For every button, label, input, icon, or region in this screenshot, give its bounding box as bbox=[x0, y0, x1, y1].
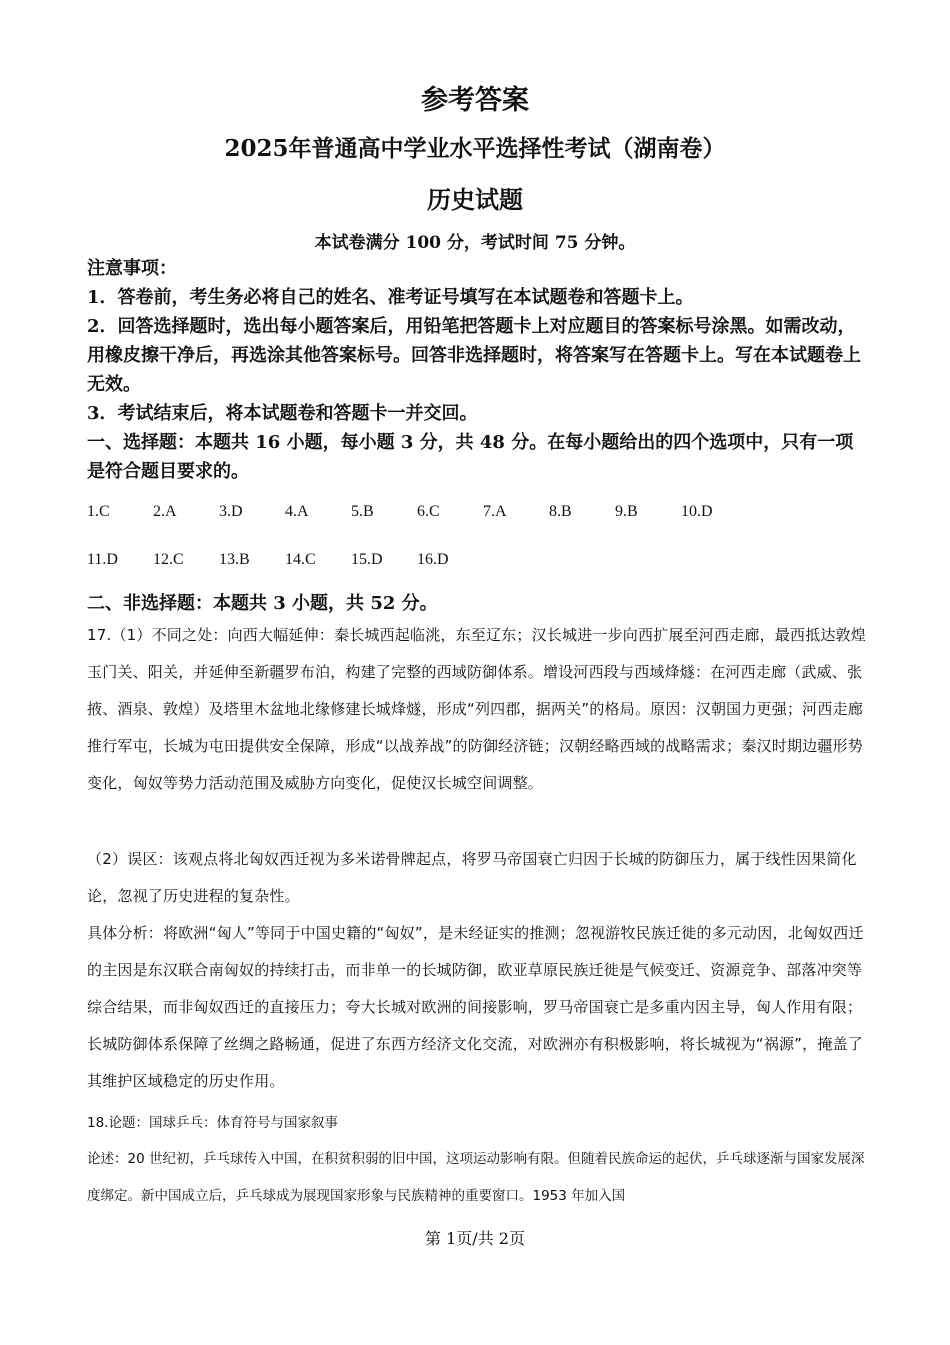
answer-item: 3.D bbox=[219, 503, 243, 520]
answer-item: 8.B bbox=[549, 503, 572, 520]
answer-item: 9.B bbox=[615, 503, 638, 520]
answer-item: 16.D bbox=[417, 551, 449, 568]
notice-item-2: 2．回答选择题时，选出每小题答案后，用铅笔把答题卡上对应题目的答案标号涂黑。如需改动，用橡皮擦干净后，再选涂其他答案标号。回答非选择题时，将答案写在答题卡上。写在本试题卷上无效。 bbox=[87, 316, 861, 395]
notice-item-1: 1．答卷前，考生务必将自己的姓名、准考证号填写在本试题卷和答题卡上。 bbox=[87, 287, 694, 308]
answer-item: 5.B bbox=[351, 503, 374, 520]
section2-heading: 二、非选择题：本题共 3 小题，共 52 分。 bbox=[87, 593, 438, 614]
answer-item: 11.D bbox=[87, 551, 118, 568]
answers-row-1 bbox=[87, 503, 747, 521]
answer-item: 1.C bbox=[87, 503, 110, 520]
q17-part2: （2）误区：该观点将北匈奴西迁视为多米诺骨牌起点，将罗马帝国衰亡归因于长城的防御压力，属于线性因果简化论，忽视了历史进程的复杂性。 bbox=[87, 850, 857, 905]
answer-item: 15.D bbox=[351, 551, 383, 568]
answer-item: 6.C bbox=[417, 503, 440, 520]
exam-name: 2025年普通高中学业水平选择性考试（湖南卷） bbox=[224, 135, 726, 162]
answer-item: 12.C bbox=[153, 551, 184, 568]
q18-title: 18.论题：国球乒乓：体育符号与国家叙事 bbox=[87, 1115, 338, 1131]
answer-item: 7.A bbox=[483, 503, 507, 520]
subject-title: 历史试题 bbox=[427, 185, 523, 214]
answers-row-2 bbox=[87, 551, 483, 569]
notice-heading: 注意事项： bbox=[87, 258, 177, 279]
q18-discussion: 论述：20 世纪初，乒乓球传入中国，在积贫积弱的旧中国，这项运动影响有限。但随着民族命运的起伏，乒乓球逐渐与国家发展深度绑定。新中国成立后，乒乓球成为展现国家形象与民族精神的重要窗口。1953 年加入国 bbox=[87, 1151, 865, 1204]
answer-item: 10.D bbox=[681, 503, 713, 520]
notice-item-3: 3．考试结束后，将本试题卷和答题卡一并交回。 bbox=[87, 403, 478, 424]
answer-item: 14.C bbox=[285, 551, 316, 568]
page-number: 第 1页/共 2页 bbox=[425, 1229, 525, 1248]
answer-title: 参考答案 bbox=[421, 85, 529, 116]
q17-part1: 17.（1）不同之处：向西大幅延伸：秦长城西起临洮，东至辽东；汉长城进一步向西扩展至河西走廊，最西抵达敦煌玉门关、阳关，并延伸至新疆罗布泊，构建了完整的西域防御体系。增设河西段与西域烽燧：在河西走廊（武威、张掖、酒泉、敦煌）及塔里木盆地北缘修建长城烽燧，形成“列四郡，据两关”的格局。原因：汉朝国力更强；河西走廊推行军屯，长城为屯田提供安全保障，形成“以战养战”的防御经济链；汉朝经略西域的战略需求；秦汉时期边疆形势变化，匈奴等势力活动范围及威胁方向变化，促使汉长城空间调整。 bbox=[87, 626, 867, 792]
notice-block bbox=[87, 254, 867, 486]
q17-analysis: 具体分析：将欧洲“匈人”等同于中国史籍的“匈奴”，是未经证实的推测；忽视游牧民族迁徙的多元动因，北匈奴西迁的主因是东汉联合南匈奴的持续打击，而非单一的长城防御，欧亚草原民族迁徙是气候变迁、资源竞争、部落冲突等综合结果，而非匈奴西迁的直接压力；夸大长城对欧洲的间接影响，罗马帝国衰亡是多重内因主导，匈人作用有限；长城防御体系保障了丝绸之路畅通，促进了东西方经济文化交流，对欧洲亦有积极影响，将长城视为“祸源”，掩盖了其维护区域稳定的历史作用。 bbox=[87, 924, 864, 1090]
answer-item: 13.B bbox=[219, 551, 250, 568]
answer-item: 2.A bbox=[153, 503, 177, 520]
section1-heading: 一、选择题：本题共 16 小题，每小题 3 分，共 48 分。在每小题给出的四个选项中，只有一项是符合题目要求的。 bbox=[87, 432, 854, 482]
answer-item: 4.A bbox=[285, 503, 309, 520]
exam-info: 本试卷满分 100 分，考试时间 75 分钟。 bbox=[314, 233, 636, 253]
